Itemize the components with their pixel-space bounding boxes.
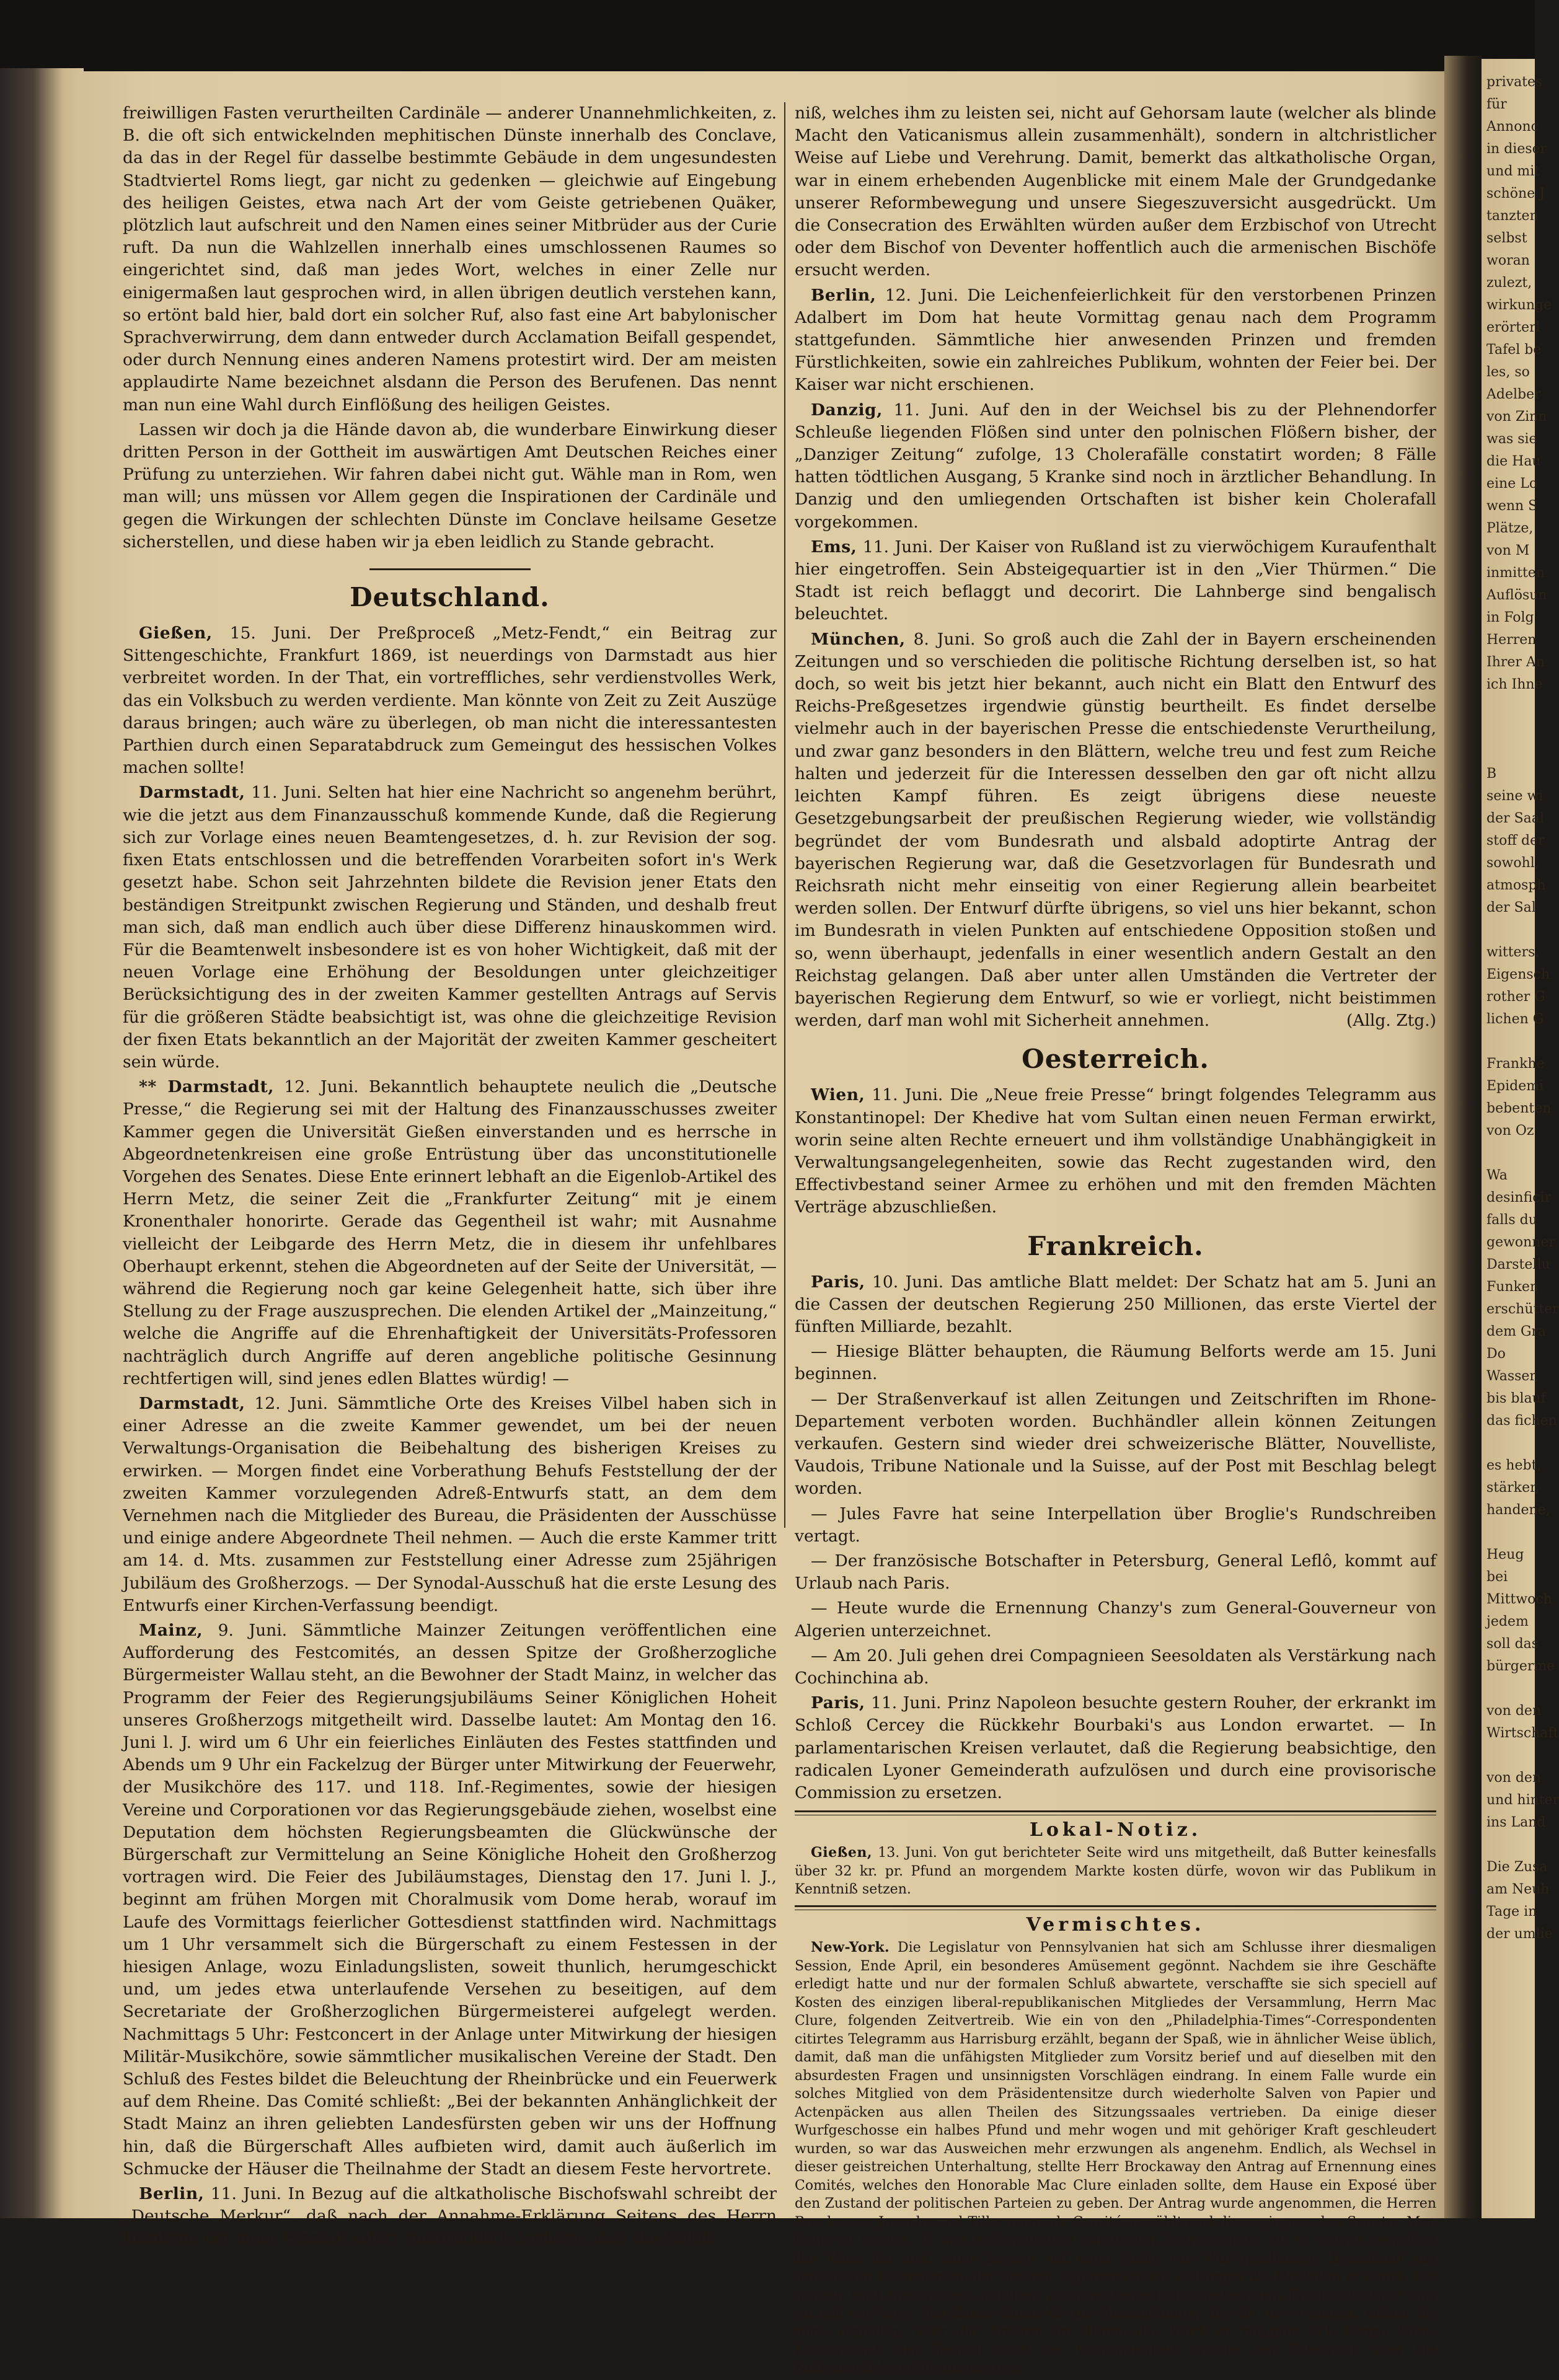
adjacent-page-fragment-line: witters. (1486, 945, 1540, 960)
adjacent-page-fragment-line: stoff der (1486, 833, 1545, 848)
article-place: New-York. (811, 1939, 890, 1956)
adjacent-page-fragment-line: desinficir (1486, 1190, 1552, 1205)
section-rule (369, 568, 531, 570)
right-column (795, 102, 1436, 2380)
article-text: 11. Juni. Selten hat hier eine Nachricht so angenehm berührt, wie die jetzt aus dem Finanzausschuß kommende Kunde, daß die Regierung sich zur Vorlage eines neuen Beamtengesetzes, d. h. zur Revision der sog. fixen Etats entschlossen und die betreffenden Vorarbeiten sofort in's Werk gesetzt habe. Schon seit Jahrzehnten bildete die Revision jener Etats den beständigen Streitpunkt zwischen Regierung und Ständen, und deshalb freut man sich, daß man endlich auch über diese Differenz hinauskommen wird. Für die Beamtenwelt insbesondere ist es von hoher Wichtigkeit, daß mit der neuen Vorlage eine Erhöhung der Besoldungen unter gleichzeitiger Berücksichtigung des in der zweiten Kammer gestellten Antrags auf Servis für die größeren Städte beabsichtigt ist, was ohne die gleichzeitige Revision der fixen Etats bekanntlich an der Majorität der zweiten Kammer gescheitert sein würde. (123, 783, 777, 1072)
adjacent-page-fragment-line: Ihrer An (1486, 654, 1545, 670)
adjacent-page-fragment-line: und hinter (1486, 1792, 1559, 1808)
intro-paragraph: freiwilligen Fasten verurtheilten Cardinäle — anderer Unannehmlichkeiten, z. B. die oft sich entwickelnden mephitischen Dünste innerhalb des Conclave, da das in der Regel für dasselbe bestimmte Gebäude in dem ungesundesten Stadtviertel Roms liegt, gar nicht zu gedenken — gleichwie auf Eingebung des heiligen Geistes, etwa nach Art der vom Geiste getriebenen Quäker, plötzlich laut aufschreit und den Namen eines seiner Mitbrüder aus der Curie ruft. Da nun die Wahlzellen innerhalb eines umschlossenen Raumes so eingerichtet sind, daß man jedes Wort, welches in einer Zelle nur einigermaßen laut gesprochen wird, in allen übrigen deutlich verstehen kann, so ertönt bald hier, bald dort ein solcher Ruf, also fast eine Art babylonischer Sprachverwirrung, dem dann entweder durch Acclamation Beifall gespendet, oder durch Nennung eines anderen Namens protestirt wird. Der am meisten applaudirte Name bezeichnet alsdann die Person des Berufenen. Das nennt man nun eine Wahl durch Einflößung des heiligen Geistes. (123, 104, 777, 415)
article-text: — Am 20. Juli gehen drei Compagnieen Seesoldaten als Verstärkung nach Cochinchina ab. (795, 1646, 1436, 1688)
adjacent-page-fragment-line: woran (1486, 253, 1530, 268)
adjacent-page-fragment-line: bebenten (1486, 1101, 1552, 1116)
book-gutter (1444, 56, 1482, 2218)
article (123, 782, 777, 1073)
article (123, 2183, 777, 2250)
adjacent-page-fragment-line (1486, 741, 1535, 763)
adjacent-page-fragment-line: von den (1486, 1770, 1542, 1786)
scan-background-top (0, 0, 1535, 81)
adjacent-page-fragment-line: Annonc (1486, 119, 1539, 134)
adjacent-page-fragment-line: von Zinn (1486, 409, 1547, 425)
adjacent-page-fragment-line: ins Land (1486, 1815, 1546, 1830)
adjacent-page-fragment-line: der umlie (1486, 1926, 1553, 1942)
adjacent-page-fragment-line (1486, 1142, 1535, 1165)
article (123, 1620, 777, 2180)
article (795, 1341, 1436, 1385)
article (795, 1084, 1436, 1219)
adjacent-page-fragment-line: Darstellu (1486, 1257, 1550, 1272)
article-text: — Hiesige Blätter behaupten, die Räumung Belforts werde am 15. Juni beginnen. (795, 1342, 1436, 1384)
double-rule (795, 1810, 1436, 1815)
article-text: 15. Juni. Der Preßproceß „Metz-Fendt,“ ein Beitrag zur Sittengeschichte, Frankfurt 1869, ist neuerdings von Darmstadt aus hier verbreitet worden. In der That, ein vortreffliches, sehr verdienstvolles Werk, das ein Volksbuch zu werden verdiente. Man könnte von Zeit zu Zeit Auszüge daraus bringen; auch wäre zu überlegen, ob man nicht die interessantesten Parthien durch einen Separatabdruck zum Gemeingut des hessischen Volkes machen sollte! (123, 624, 777, 778)
article-place: ** Darmstadt, (139, 1077, 274, 1097)
article (795, 536, 1436, 626)
adjacent-page-fragment-line: falls du (1486, 1212, 1537, 1228)
article (123, 622, 777, 779)
adjacent-page-fragment-line: von M (1486, 543, 1530, 558)
article-text: Die Legislatur von Pennsylvanien hat sich am Schlusse ihrer diesmaligen Session, Ende April, ein besonderes Amüsement gegönnt. Nachdem sie ihre Geschäfte erledigt hatte und nur der formalen Schluß abwartete, verschaffte sie sich speciell auf Kosten des einzigen liberal-republikanischen Mitgliedes der Versammlung, Herrn Mac Clure, folgenden Zeitvertreib. Wie ein von den „Philadelphia-Times“-Correspondenten citirtes Telegramm aus Harrisburg erzählt, begann der Spaß, wie in ähnlicher Weise üblich, damit, daß man die unfähigsten Mitglieder zum Vorsitz berief und auf dieselben mit den absurdesten Fragen und unsinnigsten Vorschlägen eindrang. In einem Falle wurde ein solches Mitglied von dem Präsidentensitze durch wiederholte Salven von Papier und Actenpäcken aus allen Theilen des Sitzungssaales vertrieben. Da einige dieser Wurfgeschosse ein halbes Pfund und mehr wogen und mit gehöriger Kraft geschleudert wurden, so war das Ausweichen mehr erzwungen als angenehm. Endlich, als Wechsel in dieser geistreichen Unterhaltung, stellte Herr Brockaway den Antrag auf Ernennung eines Comités, welches den Honorable Mac Clure einladen sollte, dem Hause ein Exposé über den Zustand der politischen Parteien zu geben. Der Antrag wurde angenommen, die Herren Brockaway, Josephs und Tillermann als Comité gewählt und diese gingen, den Senator Mac Clure zu suchen. Er war bald gefunden und in den Saal escortirt. Als er eintrat, begrüßte das Haus ihn und seine Escorte mit einer Salve von Wurfgeschossen, bestehend aus legislativen Documenten der Session, Cigarrenkasten, Zeitungen 2c. Nachdem er durch den ganzen Saal Spießruthen gelaufen, nahm er seinen Platz neben dem Präsidentensitze und sprach wie folgt: „Ich danke Ihnen für die Auszeichnung, die Sie mir erwiesen, indem Sie mich einluden, über die Reform vor Ihnen das Wort zu nehmen. Ich kenne keine Körperschaft der Neuzeit noch der Vergangenheit, welche der Belehrung über die Nothwendigkeit öffentlicher und (795, 1940, 1436, 2376)
article-place: Gießen, (811, 1844, 873, 1861)
adjacent-page-fragment-line (1486, 1745, 1535, 1767)
adjacent-page-fragment-line (1486, 1031, 1535, 1053)
article-place: Darmstadt, (139, 1393, 245, 1413)
adjacent-page-fragment-line (1486, 696, 1535, 718)
adjacent-page-fragment-line: erschütter (1486, 1302, 1559, 1317)
adjacent-page-fragment-line: les, so (1486, 364, 1530, 380)
article-place: Mainz, (139, 1621, 203, 1640)
adjacent-page-fragment-line: wenn S (1486, 498, 1538, 514)
adjacent-page-fragment-line: der Saal (1486, 811, 1544, 826)
adjacent-page-fragment-line: am Neuh (1486, 1882, 1550, 1897)
adjacent-page-fragment-line (1486, 1834, 1535, 1856)
adjacent-page-fragment-line: tanzten (1486, 208, 1539, 224)
adjacent-page-fragment-line: Herren (1486, 632, 1537, 648)
article (795, 1550, 1436, 1595)
adjacent-page-fragment-line: von den (1486, 1703, 1542, 1719)
intro-paragraph: Lassen wir doch ja die Hände davon ab, die wunderbare Einwirkung dieser dritten Person in der Gottheit im auswärtigen Amt Deutschen Reiches einer Prüfung zu unterziehen. Wir fahren dabei nicht gut. Wähle man in Rom, wen man will; uns müssen vor Allem gegen die Inspirationen der Cardinäle und gegen die Wirkungen der schlechten Dünste im Conclave heilsame Gesetze sicherstellen, und diese haben wir ja eben leidlich zu Stande gebracht. (123, 420, 777, 552)
article (123, 1076, 777, 1390)
adjacent-page-fragment-line: das fichen (1486, 1413, 1557, 1429)
article-text: 8. Juni. So groß auch die Zahl der in Bayern erscheinenden Zeitungen und so verschieden die politische Richtung derselben ist, so hat doch, so weit bis jetzt hier bekannt, auch nicht ein Blatt den Entwurf des Reichs-Preßgesetzes irgendwie günstig beurtheilt. Es findet derselbe vielmehr auch in der bayerischen Presse die entschiedenste Verurtheilung, und zwar ganz besonders in den Blättern, welche treu und fest zum Reiche halten und jederzeit für die Interessen desselben den gar oft nicht allzu leichten Kampf führen. Es zeigt übrigens diese neueste Gesetzgebungsarbeit der preußischen Regierung wieder, wie vollständig begründet der vom Bundesrath und alsbald adoptirte Antrag der bayerischen Regierung war, daß die Gesetzvorlagen für Bundesrath und Reichsrath nicht mehr einseitig von einer Regierung allein bearbeitet werden sollen. Der Entwurf dürfte übrigens, so viel uns hier bekannt, schon im Bundesrath in vielen Punkten auf entschiedene Opposition stoßen und so, wenn überhaupt, jedenfalls in einer wesentlich andern Gestalt an den Reichstag gelangen. Daß aber unter allen Umständen die Vertreter der bayerischen Regierung dem Entwurf, so wie er vorliegt, nicht beistimmen werden, darf man wohl mit Sicherheit annehmen. (795, 629, 1436, 1031)
adjacent-page-fragment-line: zulezt, (1486, 275, 1532, 291)
adjacent-page-fragment-line: seine wi (1486, 788, 1544, 804)
adjacent-page-fragment-line: bei (1486, 1569, 1508, 1585)
france-articles (795, 1271, 1436, 1805)
adjacent-page-fragment-line: lichen G (1486, 1011, 1544, 1027)
adjacent-page-fragment-line: es hebt, (1486, 1458, 1542, 1473)
adjacent-page-fragment-line: dem Gra (1486, 1324, 1547, 1339)
article-text: 11. Juni. Die „Neue freie Presse“ bringt folgendes Telegramm aus Konstantinopel: Der Khedive hat vom Sultan einen neuen Ferman erwirkt, worin seine alten Rechte erneuert und ihm vollständige Unabhängigkeit in Verwaltungsangelegenheiten, sowie das Recht zugestanden wird, den Effectivbestand seiner Armee zu erhöhen und mit den fremden Mächten Verträge abzuschließen. (795, 1085, 1436, 1217)
local-note (795, 1844, 1436, 1899)
adjacent-page-fragment-line: von Oz (1486, 1123, 1534, 1139)
left-column (123, 102, 777, 2253)
column-divider (784, 102, 785, 1528)
adjacent-page-fragment-line: Mittwoch (1486, 1592, 1552, 1607)
continuation-paragraph: niß, welches ihm zu leisten sei, nicht auf Gehorsam laute (welcher als blinde Macht den Vaticanismus allein zusammenhält), sondern in altchristlicher Weise auf Liebe und Verehrung. Damit, bemerkt das altkatholische Organ, war in einem erhebenden Augenblicke mit einem Male der Grundgedanke unserer Reformbewegung und unsere Siegeszuversicht ausgedrückt. Um die Consecration des Erwählten würden außer dem Erzbischof von Utrecht oder dem Bischof von Deventer hoffentlich auch die armenischen Bischöfe ersucht werden. (795, 104, 1436, 280)
adjacent-page-fragment-line: jedem (1486, 1614, 1529, 1629)
article (795, 1692, 1436, 1804)
germany-articles (123, 622, 777, 2250)
germany-articles-continued (795, 284, 1436, 1033)
adjacent-page-fragment-line: die Hau (1486, 454, 1541, 469)
article-text: — Jules Favre hat seine Interpellation über Broglie's Rundschreiben vertagt. (795, 1504, 1436, 1546)
adjacent-page-fragment-line: Heug (1486, 1547, 1524, 1562)
adjacent-page-fragment-line: und mit (1486, 164, 1540, 179)
adjacent-page-fragment-line (1486, 1522, 1535, 1544)
adjacent-page-fragment-line: sowohl, (1486, 855, 1539, 871)
adjacent-page-fragment-line (1486, 1678, 1535, 1700)
adjacent-page-fragment-line: in Folg (1486, 610, 1534, 625)
adjacent-page-fragment-line: Adelber (1486, 387, 1541, 402)
adjacent-page-fragment-line: bürgerme (1486, 1659, 1555, 1674)
section-heading-france: Frankreich. (1027, 1230, 1204, 1261)
article-text: — Heute wurde die Ernennung Chanzy's zum General-Gouverneur von Algerien unterzeichnet. (795, 1598, 1436, 1641)
article (795, 1503, 1436, 1548)
adjacent-page-fragment-line: Tage in (1486, 1904, 1537, 1919)
article-place: Gießen, (139, 624, 213, 643)
adjacent-page-fragment-line: Plätze, (1486, 521, 1534, 536)
adjacent-page-fragment-line: schöne J (1486, 186, 1545, 201)
adjacent-page-fragment-line: ich Ihne (1486, 677, 1543, 692)
article-place: Ems, (811, 537, 857, 557)
misc-article (795, 1939, 1436, 2378)
article-place: München, (811, 629, 906, 649)
adjacent-page-fragment-line: Frankhe (1486, 1056, 1545, 1072)
article-place: Paris, (811, 1272, 865, 1292)
article-text: 12. Juni. Die Leichenfeierlichkeit für den verstorbenen Prinzen Adalbert im Dom hat heute Vormittag genau nach dem Programm stattgefunden. Sämmtliche hier anwesenden Prinzen und fremden Fürstlichkeiten, sowie ein zahlreiches Publikum, wohnten der Feier bei. Der Kaiser war nicht erschienen. (795, 285, 1436, 395)
adjacent-page-fragment (1482, 59, 1559, 2218)
article-text: 12. Juni. Bekanntlich behauptete neulich die „Deutsche Presse,“ die Regierung sei mit der Haltung des Finanzausschusses zweiter Kammer gegen die Universität Gießen einverstanden und es herrsche in Abgeordnetenkreisen eine große Entrüstung über das unconstitutionelle Vorgehen des Senates. Diese Ente erinnert lebhaft an die Eigenlob-Artikel des Herrn Metz, die seiner Zeit die „Frankfurter Zeitung“ mit je einem Kronenthaler honorirte. Gerade das Gegentheil ist wahr; mit Ausnahme vielleicht der Leibgarde des Herrn Metz, die in diesem ihr unfehlbares Oberhaupt erkennt, stehen die Abgeordneten auf der Seite der Universität, — während die Regierung noch gar keine Gelegenheit hatte, sich über ihre Stellung zu der Frage auszusprechen. Die elenden Artikel der „Mainzeitung,“ welche die Angriffe auf die Ehrenhaftigkeit der Universitäts-Professoren nachträglich durch Angriffe auf deren angebliche politische Gesinnung rechtfertigen will, sind jenes edlen Blattes würdig! — (123, 1077, 777, 1388)
article-text: 13. Juni. Von gut berichteter Seite wird uns mitgetheilt, daß Butter keinesfalls über 32 kr. pr. Pfund an morgendem Markte kosten dürfe, wovon wir das Publikum in Kenntniß setzen. (795, 1845, 1436, 1898)
article-text: 12. Juni. Sämmtliche Orte des Kreises Vilbel haben sich in einer Adresse an die zweite Kammer gewendet, um bei der neuen Verwaltungs-Organisation die Beibehaltung des bisherigen Kreises zu erwirken. — Morgen findet eine Vorberathung Behufs Feststellung der der zweiten Kammer vorzulegenden Adreß-Entwurfs statt, an dem dem Vernehmen nach die Mitglieder des Bureau, die Präsidenten der Ausschüsse und einige andere Abgeordnete Theil nehmen. — Auch die erste Kammer tritt am 14. d. Mts. zusammen zur Feststellung einer Adresse zum 25jährigen Jubiläum des Großherzogs. — Der Synodal-Ausschuß hat die erste Lesung des Entwurfs einer Kirchen-Verfassung beendigt. (123, 1393, 777, 1615)
local-note-heading: Lokal-Notiz. (1029, 1819, 1202, 1841)
adjacent-page-fragment-line: in dieser (1486, 141, 1547, 157)
adjacent-page-fragment-line: soll das (1486, 1636, 1539, 1652)
adjacent-page-fragment-line: Auflösun (1486, 588, 1547, 603)
adjacent-page-fragment-line: Wa (1486, 1168, 1508, 1183)
article (795, 1597, 1436, 1642)
adjacent-page-fragment-line (1486, 1432, 1535, 1455)
adjacent-page-fragment-line: Eigensch (1486, 967, 1550, 982)
section-heading-austria: Oesterreich. (1022, 1044, 1209, 1075)
article (123, 1393, 777, 1617)
article-text: 9. Juni. Sämmtliche Mainzer Zeitungen veröffentlichen eine Aufforderung des Festcomités, an dessen Spitze der Großherzogliche Bürgermeister Wallau steht, an die Bewohner der Stadt Mainz, in welcher das Programm der Feier des Regierungsjubiläums Seiner Königlichen Hoheit unseres Großherzogs mitgetheilt wird. Dasselbe lautet: Am Montag den 16. Juni l. J. wird um 6 Uhr ein feierliches Einläuten des Festes stattfinden und Abends um 9 Uhr ein Fackelzug der Bürger unter Mitwirkung der Feuerwehr, der Musikchöre des 117. und 118. Inf.-Regimentes, sowie der hiesigen Vereine und Corporationen vor das Regierungsgebäude ziehen, woselbst eine Deputation dem höchsten Regierungsbeamten die Glückwünsche der Bürgerschaft zur Vermittelung an Seine Königliche Hoheit den Großherzog vortragen wird. Die Feier des Jubiläumstages, Dienstag den 17. Juni l. J., beginnt am frühen Morgen mit Choralmusik vom Dome herab, worauf im Laufe des Vormittags feierlicher Gottesdienst stattfinden wird. Nachmittags um 1 Uhr versammelt sich die Bürgerschaft zu einem Festessen in der hiesigen Anlage, wozu Einladungslisten, soweit thunlich, herumgeschickt und, um jedes etwa unterlaufende Versehen zu beseitigen, auf dem Secretariate der Großherzoglichen Bürgermeisterei aufgelegt werden. Nachmittags 5 Uhr: Festconcert in der Anlage unter Mitwirkung der hiesigen Militär-Musikchöre, sowie sämmtlicher musikalischen Vereine der Stadt. Den Schluß des Festes bildet die Beleuchtung der Rheinbrücke und ein Feuerwerk auf dem Rheine. Das Comité schließt: „Bei der bekannten Anhänglichkeit der Stadt Mainz an ihren geliebten Landesfürsten geben wir uns der Hoffnung hin, daß die Bürgerschaft Alles aufbieten wird, damit auch äußerlich im Schmucke der Häuser die Theilnahme der Stadt an diesem Feste hervortrete. (123, 1621, 777, 2179)
article-source: (Allg. Ztg.) (1346, 1011, 1436, 1031)
article-place: Darmstadt, (139, 783, 245, 803)
article (795, 1388, 1436, 1501)
article (795, 284, 1436, 397)
adjacent-page-fragment-line: Do (1486, 1346, 1506, 1362)
adjacent-page-fragment-line: Funken (1486, 1279, 1539, 1295)
article-text: — Der französische Botschafter in Petersburg, General Leflô, kommt auf Urlaub nach Paris. (795, 1551, 1436, 1593)
adjacent-page-text (1482, 59, 1559, 1946)
article (795, 628, 1436, 1033)
adjacent-page-fragment-line: rother G (1486, 989, 1545, 1005)
adjacent-page-fragment-line: gewonner (1486, 1235, 1556, 1250)
adjacent-page-fragment-line: atmosph (1486, 878, 1546, 893)
adjacent-page-fragment-line (1486, 718, 1535, 741)
article-text: — Der Straßenverkauf ist allen Zeitungen und Zeitschriften im Rhone-Departement verboten worden. Buchhändler allein können Zeitungen verkaufen. Gestern sind wieder drei schweizerische Blätter, Nouvelliste, Vaudois, Tribune Nationale und la Suisse, auf der Post mit Beschlag belegt worden. (795, 1389, 1436, 1499)
section-heading-germany: Deutschland. (350, 582, 550, 613)
adjacent-page-fragment-line: erörterl (1486, 320, 1540, 335)
double-rule (795, 1905, 1436, 1910)
misc-heading: Vermischtes. (1026, 1913, 1205, 1936)
adjacent-page-fragment-line: für (1486, 97, 1507, 112)
adjacent-page-fragment-line: der Sal (1486, 900, 1536, 915)
adjacent-page-fragment-line: Tafel be (1486, 342, 1542, 358)
article-place: Paris, (811, 1693, 865, 1713)
adjacent-page-fragment-line: eine Lo (1486, 476, 1538, 491)
article (795, 1271, 1436, 1339)
adjacent-page-fragment-line: B (1486, 766, 1497, 782)
article-text: 11. Juni. Auf den in der Weichsel bis zu der Plehnendorfer Schleuße liegenden Flößen sind unter den polnischen Flößern bisher, der „Danziger Zeitung“ zufolge, 13 Cholerafälle constatirt worden; 8 Fälle hatten tödtlichen Ausgang, 5 Kranke sind noch in ärztlicher Behandlung. In Danzig und den umliegenden Ortschaften ist bisher kein Cholerafall vorgekommen. (795, 400, 1436, 532)
adjacent-page-fragment-line: Die Zusa (1486, 1859, 1548, 1875)
article-text: 11. Juni. Der Kaiser von Rußland ist zu vierwöchigem Kuraufenthalt hier eingetroffen. Sein Absteigequartier ist in den „Vier Thürmen.“ Die Stadt ist reich beflaggt und decorirt. Die Lahnberge sind bengalisch beleuchtet. (795, 537, 1436, 624)
adjacent-page-fragment-line: selbst (1486, 231, 1527, 246)
article (795, 399, 1436, 534)
adjacent-page-fragment-line: Wirtschaft (1486, 1726, 1559, 1741)
adjacent-page-fragment-line: bis blauf (1486, 1391, 1546, 1406)
article (795, 1645, 1436, 1690)
adjacent-page-fragment-line: stärker, (1486, 1480, 1540, 1496)
article-place: Wien, (811, 1085, 865, 1105)
adjacent-page-fragment-line: Epidemi (1486, 1078, 1544, 1094)
adjacent-page-fragment-line: was sie (1486, 431, 1537, 447)
article-place: Danzig, (811, 400, 883, 420)
adjacent-page-fragment-line: privates (1486, 74, 1543, 90)
adjacent-page-fragment-line: inmitten (1486, 565, 1545, 581)
adjacent-page-fragment-line (1486, 919, 1535, 941)
article-text: 10. Juni. Das amtliche Blatt meldet: Der Schatz hat am 5. Juni an die Cassen der deutschen Regierung 250 Millionen, das erste Viertel der fünften Milliarde, bezahlt. (795, 1272, 1436, 1336)
book-edge-left (0, 68, 84, 2218)
article-text: 11. Juni. Prinz Napoleon besuchte gestern Rouher, der erkrankt im Schloß Cercey die Rückkehr Bourbaki's aus London erwartet. — In parlamentarischen Kreisen verlautet, daß die Regierung beabsichtige, den radicalen Lyoner Gemeinderath aufzulösen und durch eine provisorische Commission zu ersetzen. (795, 1693, 1436, 1803)
article-text: 11. Juni. In Bezug auf die altkatholische Bischofswahl schreibt der „Deutsche Merkur“, daß nach der Annahme-Erklärung Seitens des Herrn Reinkens der neue Bischof sofort ausdrücklich forderte, daß das Gelöb- (123, 2184, 777, 2249)
adjacent-page-fragment-line: handene, (1486, 1502, 1550, 1518)
adjacent-page-fragment-line: wirkunge (1486, 298, 1552, 313)
article-place: Berlin, (811, 285, 877, 305)
adjacent-page-fragment-line: Wasser, (1486, 1368, 1539, 1384)
article-place: Berlin, (139, 2184, 205, 2204)
